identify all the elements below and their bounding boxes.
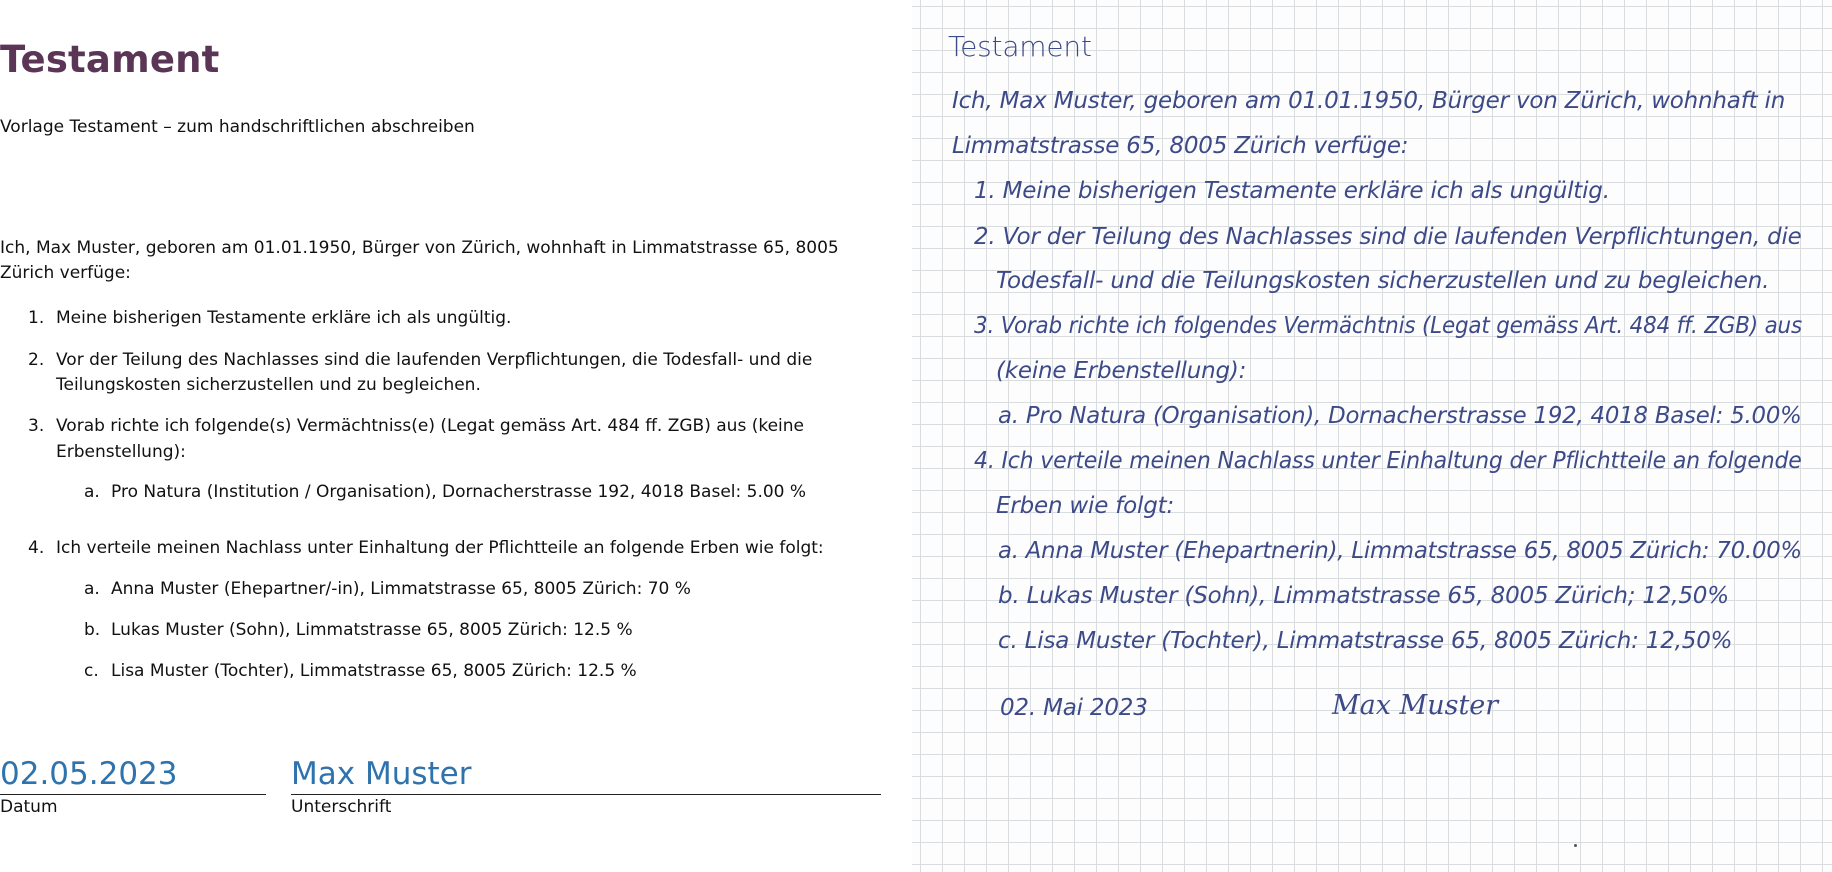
typed-template (0, 0, 900, 872)
sublist-text: Lisa Muster (Tochter), Limmatstrasse 65, 8005 Zürich: 12.5 % (111, 661, 637, 681)
handwritten-line: Erben wie folgt: (996, 493, 1175, 519)
handwritten-date: 02. Mai 2023 (1000, 695, 1148, 721)
date-value[interactable]: 02.05.2023 (0, 756, 178, 792)
handwritten-line: 3. Vorab richte ich folgendes Vermächtnis (Legat gemäss Art. 484 ff. ZGB) aus (974, 313, 1802, 339)
paper-speck (1574, 844, 1577, 847)
list-item-text: Ich verteile meinen Nachlass unter Einhaltung der Pflichtteile an folgende Erben wie folgt: (56, 538, 824, 558)
list-item-text: Teilungskosten sicherzustellen und zu begleichen. (56, 375, 481, 395)
list-item-number: 4. (28, 538, 45, 558)
list-item-number: 1. (28, 308, 45, 328)
sublist-text: Lukas Muster (Sohn), Limmatstrasse 65, 8005 Zürich: 12.5 % (111, 620, 633, 640)
handwritten-title: Testament (948, 30, 1092, 63)
signature-underline (291, 794, 881, 795)
handwritten-line: a. Pro Natura (Organisation), Dornacherstrasse 192, 4018 Basel: 5.00% (998, 403, 1802, 429)
sublist-letter: a. (84, 482, 100, 502)
list-item-text: Vorab richte ich folgende(s) Vermächtniss(e) (Legat gemäss Art. 484 ff. ZGB) aus (keine (56, 416, 804, 436)
handwritten-line: (keine Erbenstellung): (996, 358, 1247, 384)
handwritten-line: b. Lukas Muster (Sohn), Limmatstrasse 65, 8005 Zürich; 12,50% (998, 583, 1729, 609)
list-item-text: Meine bisherigen Testamente erkläre ich als ungültig. (56, 308, 512, 328)
handwritten-line: Todesfall- und die Teilungskosten sicherzustellen und zu begleichen. (996, 268, 1770, 294)
sublist-text: Anna Muster (Ehepartner/-in), Limmatstrasse 65, 8005 Zürich: 70 % (111, 579, 691, 599)
sublist-letter: c. (84, 661, 99, 681)
handwritten-line: 1. Meine bisherigen Testamente erkläre ich als ungültig. (974, 178, 1610, 204)
signature-value[interactable]: Max Muster (291, 756, 472, 792)
handwritten-signature: Max Muster (1332, 690, 1499, 721)
document-subtitle: Vorlage Testament – zum handschriftlichen abschreiben (0, 117, 475, 137)
date-underline (0, 794, 266, 795)
sublist-text: Pro Natura (Institution / Organisation), Dornacherstrasse 192, 4018 Basel: 5.00 % (111, 482, 807, 502)
sublist-letter: a. (84, 579, 100, 599)
handwritten-line: 2. Vor der Teilung des Nachlasses sind die laufenden Verpflichtungen, die (974, 224, 1802, 250)
handwritten-line: a. Anna Muster (Ehepartnerin), Limmatstrasse 65, 8005 Zürich: 70.00% (998, 538, 1802, 564)
date-label: Datum (0, 797, 58, 817)
handwritten-line: 4. Ich verteile meinen Nachlass unter Einhaltung der Pflichtteile an folgende (974, 448, 1802, 474)
handwritten-line: Ich, Max Muster, geboren am 01.01.1950, Bürger von Zürich, wohnhaft in (952, 88, 1786, 114)
list-item-number: 2. (28, 350, 45, 370)
intro-paragraph: Ich, Max Muster, geboren am 01.01.1950, Bürger von Zürich, wohnhaft in Limmatstrasse 65, 8005 Zürich verfüge: (0, 238, 839, 283)
handwritten-line: Limmatstrasse 65, 8005 Zürich verfüge: (952, 133, 1409, 159)
list-item-text: Erbenstellung): (56, 442, 186, 462)
list-item-number: 3. (28, 416, 45, 436)
handwritten-copy (912, 0, 1832, 872)
signature-label: Unterschrift (291, 797, 392, 817)
list-item-text: Vor der Teilung des Nachlasses sind die laufenden Verpflichtungen, die Todesfall- und die (56, 350, 813, 370)
document-title: Testament (0, 38, 220, 81)
sublist-letter: b. (84, 620, 101, 640)
handwritten-line: c. Lisa Muster (Tochter), Limmatstrasse 65, 8005 Zürich: 12,50% (998, 628, 1733, 654)
